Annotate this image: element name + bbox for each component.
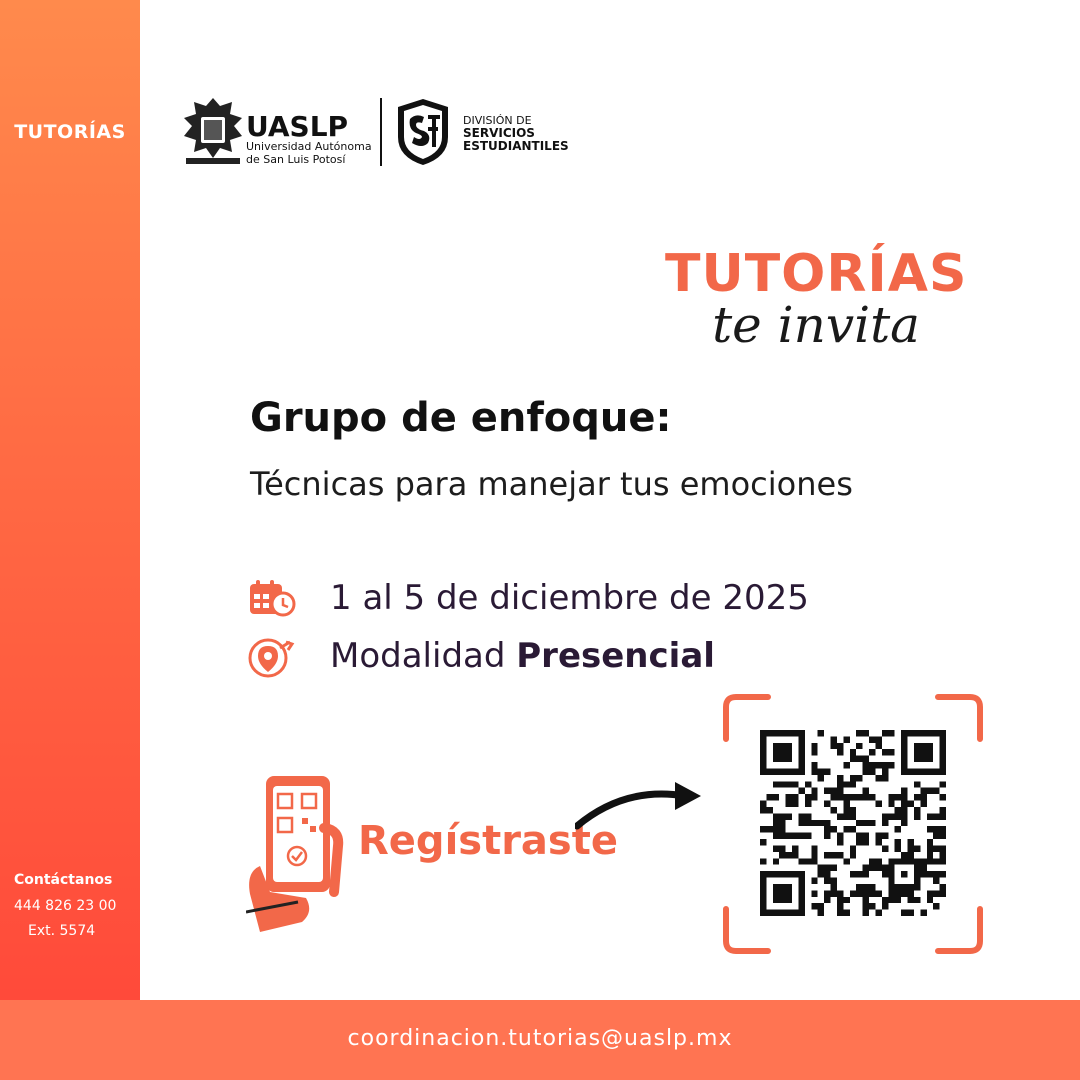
- division-line2: SERVICIOS: [463, 126, 535, 140]
- sidebar: [0, 0, 140, 1000]
- contact-block: [14, 872, 116, 939]
- calendar-clock-icon: [248, 578, 296, 618]
- dse-shield-logo: [396, 97, 450, 167]
- university-name-line2: de San Luis Potosí: [246, 153, 346, 166]
- modality-label: Modalidad: [330, 636, 506, 676]
- curved-arrow-icon: [575, 776, 705, 836]
- event-modality: [330, 636, 715, 676]
- contact-extension: Ext. 5574: [28, 923, 96, 939]
- event-subheading: Técnicas para manejar tus emociones: [250, 465, 853, 503]
- division-name: [463, 114, 569, 153]
- registration-qr-code[interactable]: [760, 730, 946, 916]
- phone-qr-scan-icon: [246, 772, 346, 937]
- register-label: Regístraste: [358, 818, 618, 864]
- contact-phone[interactable]: 444 826 23 00: [14, 898, 117, 914]
- university-name-line1: Universidad Autónoma: [246, 140, 372, 153]
- division-line1: DIVISIÓN DE: [463, 114, 532, 127]
- university-name: [246, 140, 376, 166]
- university-abbr: UASLP: [246, 110, 349, 143]
- footer-email[interactable]: coordinacion.tutorias@uaslp.mx: [347, 1026, 733, 1051]
- modality-value: Presencial: [516, 636, 715, 676]
- division-line3: ESTUDIANTILES: [463, 139, 569, 153]
- location-pin-icon: [248, 638, 296, 678]
- uaslp-crest-logo: [180, 96, 246, 168]
- hero-script: te invita: [712, 296, 920, 354]
- sidebar-title: TUTORÍAS: [14, 121, 126, 143]
- logo-divider: [380, 98, 382, 166]
- hero-title: TUTORÍAS: [665, 244, 968, 304]
- contact-heading: Contáctanos: [14, 872, 113, 888]
- event-date: 1 al 5 de diciembre de 2025: [330, 578, 809, 618]
- event-heading: Grupo de enfoque:: [250, 395, 672, 441]
